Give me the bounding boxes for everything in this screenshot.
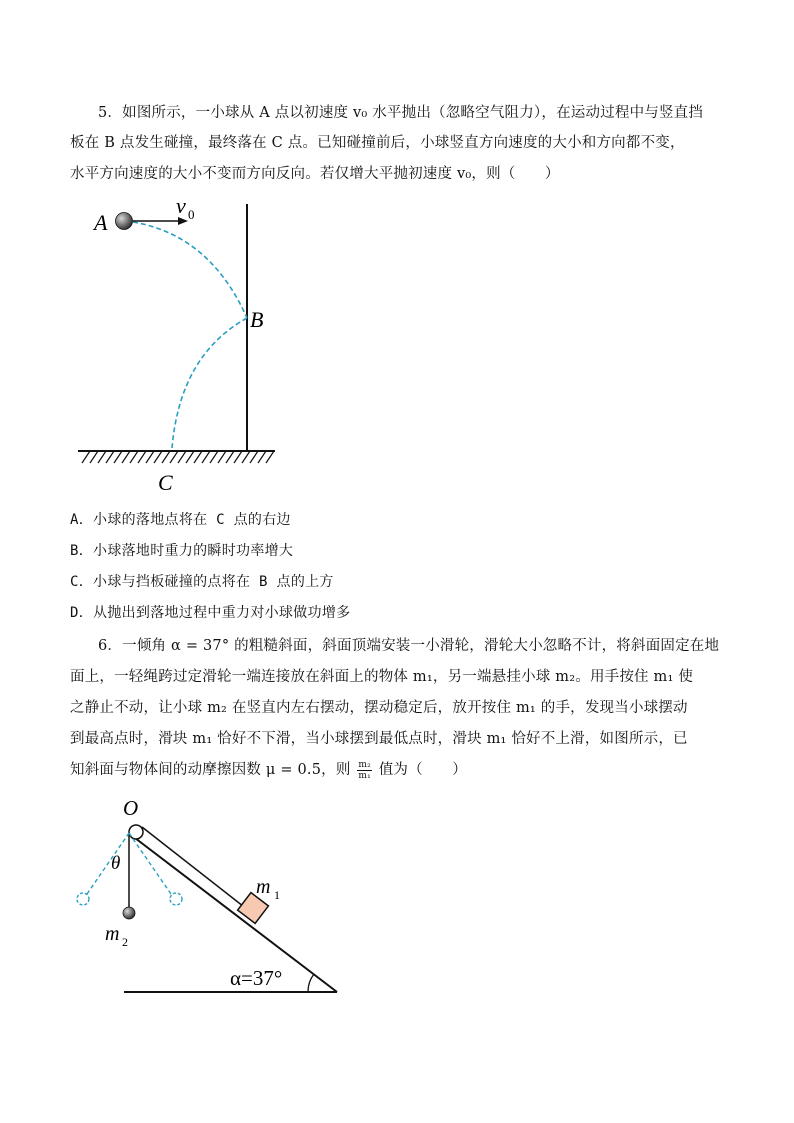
q6-line5-suffix: 值为（ ） (378, 762, 467, 778)
q6-stem-line-1: 6．一倾角 α = 37° 的粗糙斜面，斜面顶端安装一小滑轮，滑轮大小忽略不计，将斜面固定在地 (98, 638, 720, 654)
q5-stem-line-2: 板在 B 点发生碰撞，最终落在 C 点。已知碰撞前后，小球竖直方向速度的大小和方向都不变， (70, 135, 685, 151)
swing-right-ball-icon (170, 893, 182, 905)
q5-option-b[interactable]: B．小球落地时重力的瞬时功率增大 (70, 543, 294, 559)
mass-ratio-fraction (357, 760, 372, 781)
q5-stem-line-3: 水平方向速度的大小不变而方向反向。若仅增大平抛初速度 v₀，则（ ） (70, 166, 560, 182)
label-m1-sub: 1 (274, 888, 280, 902)
trajectory-before-collision (133, 222, 247, 318)
q6-stem-line-4: 到最高点时，滑块 m₁ 恰好不下滑，当小球摆到最低点时，滑块 m₁ 恰好不上滑，如图所示，已 (70, 731, 688, 747)
ball-m2-icon (123, 907, 135, 919)
q6-stem-line-3: 之静止不动，让小球 m₂ 在竖直内左右摆动，摆动稳定后，放开按住 m₁ 的手，发现当小球摆动 (70, 700, 688, 716)
ball-icon (116, 213, 133, 230)
q5-option-d[interactable]: D．从抛出到落地过程中重力对小球做功增多 (70, 605, 351, 621)
label-v: v (176, 193, 186, 218)
angle-arc (308, 974, 314, 992)
q5-figure (60, 190, 300, 500)
swing-left-string (87, 833, 129, 894)
swing-left-ball-icon (77, 893, 89, 905)
q5-option-a[interactable]: A．小球的落地点将在 C 点的右边 (70, 512, 291, 528)
label-C: C (158, 470, 173, 495)
label-v-sub: 0 (188, 207, 195, 222)
q6-figure (60, 795, 360, 1005)
fraction-numerator: m₂ (358, 759, 371, 770)
label-m2-sub: 2 (122, 935, 128, 949)
q5-option-c[interactable]: C．小球与挡板碰撞的点将在 B 点的上方 (70, 574, 334, 590)
label-B: B (250, 307, 264, 332)
ground-hatching (82, 451, 274, 463)
q6-stem-line-5 (70, 758, 467, 781)
label-alpha: α=37° (230, 966, 283, 990)
label-m2: m (105, 923, 120, 945)
swing-right-string (129, 833, 171, 894)
q6-stem-line-2: 面上，一轻绳跨过定滑轮一端连接放在斜面上的物体 m₁，另一端悬挂小球 m₂。用手按住 m₁ 使 (70, 669, 694, 685)
pulley-icon (129, 825, 143, 839)
label-A: A (94, 210, 108, 235)
q6-line5-prefix: 知斜面与物体间的动摩擦因数 μ = 0.5，则 (70, 762, 351, 778)
label-O: O (123, 796, 139, 820)
label-theta: θ (111, 853, 121, 874)
fraction-denominator: m₁ (358, 770, 371, 781)
label-m1: m (256, 876, 271, 898)
arrow-head-icon (178, 217, 188, 225)
rope-to-block (142, 827, 248, 910)
trajectory-after-collision (172, 318, 247, 448)
q5-stem-line-1: 5．如图所示，一小球从 A 点以初速度 v₀ 水平抛出（忽略空气阻力），在运动过程中与竖直挡 (98, 105, 704, 121)
